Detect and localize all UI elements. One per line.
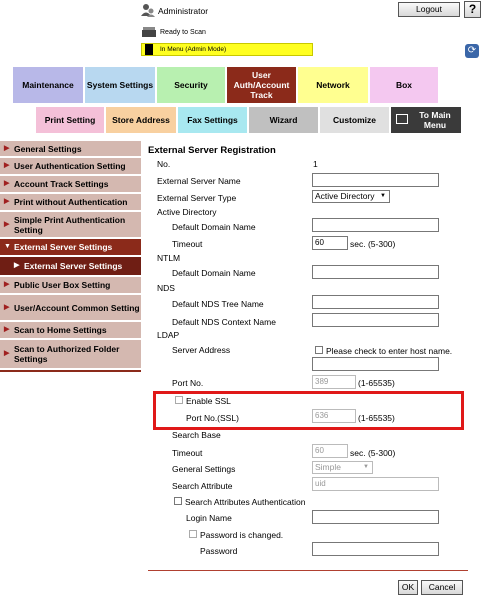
search-auth-label: Search Attributes Authentication bbox=[185, 497, 306, 507]
scanner-icon bbox=[142, 27, 156, 37]
sidebar-item-public-user-box-setting[interactable]: ▶ Public User Box Setting bbox=[0, 277, 141, 294]
subtab-wizard[interactable]: Wizard bbox=[248, 106, 319, 134]
main-menu-icon bbox=[396, 114, 408, 124]
arrow-icon: ▶ bbox=[4, 180, 10, 187]
sidebar-subitem-external-server-settings[interactable]: ▶ External Server Settings bbox=[0, 257, 141, 276]
ntlm-heading: NTLM bbox=[157, 253, 181, 263]
ldap-heading: LDAP bbox=[157, 330, 180, 340]
highlight-box bbox=[153, 391, 464, 430]
search-auth-checkbox[interactable] bbox=[174, 497, 182, 505]
admin-mode-icon bbox=[145, 44, 153, 55]
dropdown-arrow-icon: ▼ bbox=[363, 464, 369, 470]
sidebar-item-scan-to-authorized-folder[interactable]: ▶ Scan to Authorized Folder Settings bbox=[0, 340, 141, 369]
nds-context-label: Default NDS Context Name bbox=[172, 317, 276, 327]
server-name-input[interactable] bbox=[312, 173, 439, 187]
user-name-label: Administrator bbox=[158, 6, 209, 16]
logout-button[interactable]: Logout bbox=[398, 2, 460, 17]
arrow-icon: ▶ bbox=[4, 144, 10, 152]
sidebar-item-user-authentication-setting[interactable]: ▶ User Authentication Setting bbox=[0, 158, 141, 175]
sidebar-item-print-without-authentication[interactable]: ▶ Print without Authentication bbox=[0, 194, 141, 211]
arrow-icon: ▶ bbox=[4, 220, 10, 228]
tab-user-auth-account-track[interactable]: User Auth/Account Track bbox=[226, 66, 297, 104]
general-settings-select[interactable]: Simple ▼ bbox=[312, 461, 373, 474]
arrow-icon: ▶ bbox=[4, 303, 10, 311]
server-address-input[interactable] bbox=[312, 357, 439, 371]
arrow-icon: ▶ bbox=[4, 350, 10, 357]
ad-timeout-hint: sec. (5-300) bbox=[350, 239, 396, 249]
sidebar-item-general-settings[interactable]: ▶ General Settings bbox=[0, 141, 141, 157]
tab-security[interactable]: Security bbox=[156, 66, 226, 104]
general-settings-label: General Settings bbox=[172, 464, 236, 474]
sidebar-item-scan-to-home-settings[interactable]: ▶ Scan to Home Settings bbox=[0, 322, 141, 339]
sidebar-item-external-server-settings[interactable]: ▼ External Server Settings bbox=[0, 239, 141, 256]
ldap-timeout-label: Timeout bbox=[172, 448, 203, 458]
help-button[interactable]: ? bbox=[464, 1, 481, 18]
password-changed-label: Password is changed. bbox=[200, 530, 284, 540]
nds-tree-input[interactable] bbox=[312, 295, 439, 309]
device-status-label: Ready to Scan bbox=[160, 29, 206, 36]
tab-maintenance[interactable]: Maintenance bbox=[12, 66, 84, 104]
ad-timeout-label: Timeout bbox=[172, 239, 203, 249]
page-title: External Server Registration bbox=[148, 145, 276, 156]
arrow-icon: ▶ bbox=[4, 326, 10, 333]
search-attribute-input[interactable]: uid bbox=[312, 477, 439, 491]
ad-domain-label: Default Domain Name bbox=[172, 222, 256, 232]
arrow-icon: ▶ bbox=[4, 162, 10, 169]
ntlm-domain-input[interactable] bbox=[312, 265, 439, 279]
search-attribute-label: Search Attribute bbox=[172, 481, 233, 491]
port-label: Port No. bbox=[172, 378, 204, 388]
ad-timeout-input[interactable]: 60 bbox=[312, 236, 348, 250]
sidebar-item-user-account-common-setting[interactable]: ▶ User/Account Common Setting bbox=[0, 295, 141, 321]
ntlm-domain-label: Default Domain Name bbox=[172, 268, 256, 278]
sidebar-item-account-track-settings[interactable]: ▶ Account Track Settings bbox=[0, 176, 141, 193]
subtab-print-setting[interactable]: Print Setting bbox=[35, 106, 105, 134]
nds-context-input[interactable] bbox=[312, 313, 439, 327]
enable-ssl-label: Enable SSL bbox=[186, 396, 231, 406]
subtab-store-address[interactable]: Store Address bbox=[105, 106, 177, 134]
server-type-label: External Server Type bbox=[157, 193, 237, 203]
expanded-arrow-icon: ▼ bbox=[4, 243, 11, 250]
host-name-checkbox-label: Please check to enter host name. bbox=[326, 346, 453, 356]
server-type-select[interactable]: Active Directory ▼ bbox=[312, 190, 390, 203]
password-label: Password bbox=[200, 546, 238, 556]
dropdown-arrow-icon: ▼ bbox=[380, 193, 386, 199]
ssl-port-hint: (1-65535) bbox=[358, 413, 395, 423]
arrow-icon: ▶ bbox=[4, 198, 10, 205]
ldap-timeout-hint: sec. (5-300) bbox=[350, 448, 396, 458]
search-base-label: Search Base bbox=[172, 430, 221, 440]
cancel-button[interactable]: Cancel bbox=[421, 580, 463, 595]
tab-system-settings[interactable]: System Settings bbox=[84, 66, 156, 104]
login-name-input[interactable] bbox=[312, 510, 439, 524]
ldap-timeout-input[interactable]: 60 bbox=[312, 444, 348, 458]
arrow-icon: ▶ bbox=[14, 262, 20, 269]
ssl-port-input[interactable]: 636 bbox=[312, 409, 356, 423]
subtab-customize[interactable]: Customize bbox=[319, 106, 390, 134]
refresh-icon[interactable]: ⟳ bbox=[465, 44, 479, 58]
ad-domain-input[interactable] bbox=[312, 218, 439, 232]
active-directory-heading: Active Directory bbox=[157, 207, 217, 217]
password-changed-checkbox[interactable] bbox=[189, 530, 197, 538]
tab-box[interactable]: Box bbox=[369, 66, 439, 104]
sidebar-item-simple-print-authentication[interactable]: ▶ Simple Print Authentication Setting bbox=[0, 212, 141, 238]
mode-label: In Menu (Admin Mode) bbox=[160, 46, 227, 53]
no-label: No. bbox=[157, 159, 171, 169]
ssl-port-label: Port No.(SSL) bbox=[186, 413, 239, 423]
server-address-label: Server Address bbox=[172, 345, 231, 355]
form-divider bbox=[148, 570, 468, 571]
administrator-icon bbox=[141, 3, 155, 17]
port-input[interactable]: 389 bbox=[312, 375, 356, 389]
sidebar-divider bbox=[0, 370, 141, 372]
tab-network[interactable]: Network bbox=[297, 66, 369, 104]
subtab-fax-settings[interactable]: Fax Settings bbox=[177, 106, 248, 134]
nds-heading: NDS bbox=[157, 283, 175, 293]
server-name-label: External Server Name bbox=[157, 176, 241, 186]
ok-button[interactable]: OK bbox=[398, 580, 418, 595]
login-name-label: Login Name bbox=[186, 513, 232, 523]
nds-tree-label: Default NDS Tree Name bbox=[172, 299, 264, 309]
no-value: 1 bbox=[313, 159, 318, 169]
to-main-menu-button[interactable]: To Main Menu bbox=[390, 106, 462, 134]
host-name-checkbox[interactable] bbox=[315, 346, 323, 354]
port-hint: (1-65535) bbox=[358, 378, 395, 388]
password-input[interactable] bbox=[312, 542, 439, 556]
arrow-icon: ▶ bbox=[4, 281, 10, 288]
